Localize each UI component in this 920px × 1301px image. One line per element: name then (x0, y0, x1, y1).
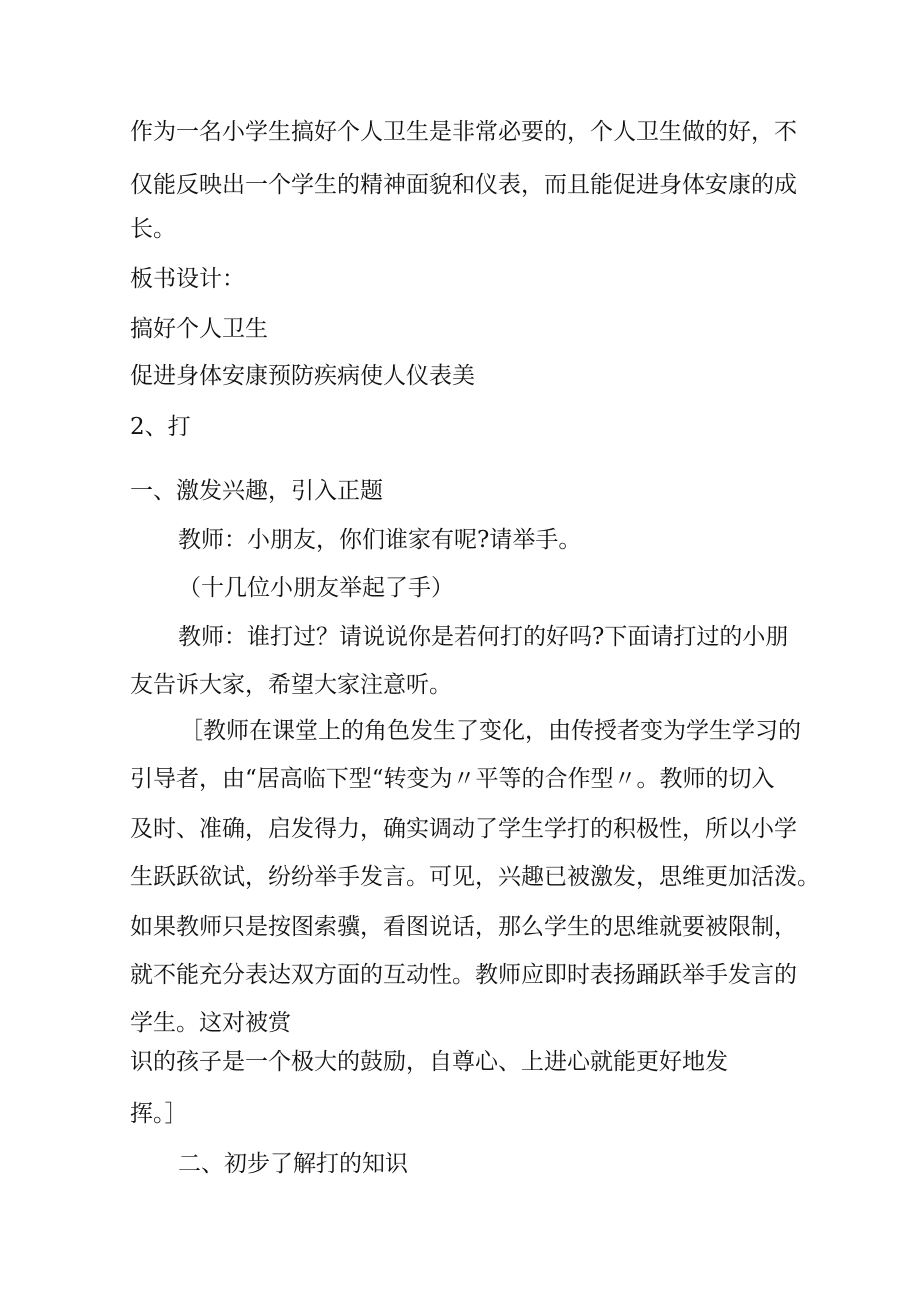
teacher-dialogue: 教师：小朋友，你们谁家有呢?请举手。 (178, 527, 582, 553)
part-heading: 一、激发兴趣，引入正题 (130, 478, 383, 504)
commentary-line: ［教师在课堂上的角色发生了变化，由传授者变为学生学习的 (180, 718, 801, 744)
commentary-line: 就不能充分表达双方面的互动性。教师应即时表扬踊跃举手发言的 (130, 962, 797, 988)
board-design-title: 板书设计： (130, 266, 245, 292)
commentary-line: 引导者，由“居高临下型“转变为〃平等的合作型〃。教师的切入 (130, 766, 775, 792)
board-design-line: 搞好个人卫生 (130, 316, 268, 342)
section-heading: 2、打 (130, 414, 191, 440)
board-design-line: 促进身体安康预防疾病使人仪表美 (130, 363, 475, 389)
teacher-dialogue: 友告诉大家，希望大家注意听。 (130, 672, 452, 698)
paragraph-line: 仅能反映出一个学生的精神面貌和仪表，而且能促进身体安康的成 (130, 172, 797, 198)
paragraph-line: 作为一名小学生搞好个人卫生是非常必要的，个人卫生做的好，不 (130, 119, 797, 145)
commentary-line: 学生。这对被赏 (130, 1010, 291, 1036)
stage-note: （十几位小朋友举起了手） (178, 575, 454, 601)
commentary-line: 挥。］ (130, 1101, 188, 1127)
teacher-dialogue: 教师：谁打过？请说说你是若何打的好吗?下面请打过的小朋 (178, 624, 789, 650)
commentary-line: 识的孩子是一个极大的鼓励，自尊心、上进心就能更好地发 (130, 1049, 728, 1075)
commentary-line: 如果教师只是按图索骥，看图说话，那么学生的思维就要被限制， (130, 914, 797, 940)
commentary-line: 及时、准确，启发得力，确实调动了学生学打的积极性，所以小学 (130, 816, 797, 842)
commentary-line: 生跃跃欲试，纷纷举手发言。可见，兴趣已被激发，思维更加活泼。 (130, 864, 820, 890)
paragraph-line: 长。 (130, 216, 176, 242)
part-heading: 二、初步了解打的知识 (178, 1151, 408, 1177)
